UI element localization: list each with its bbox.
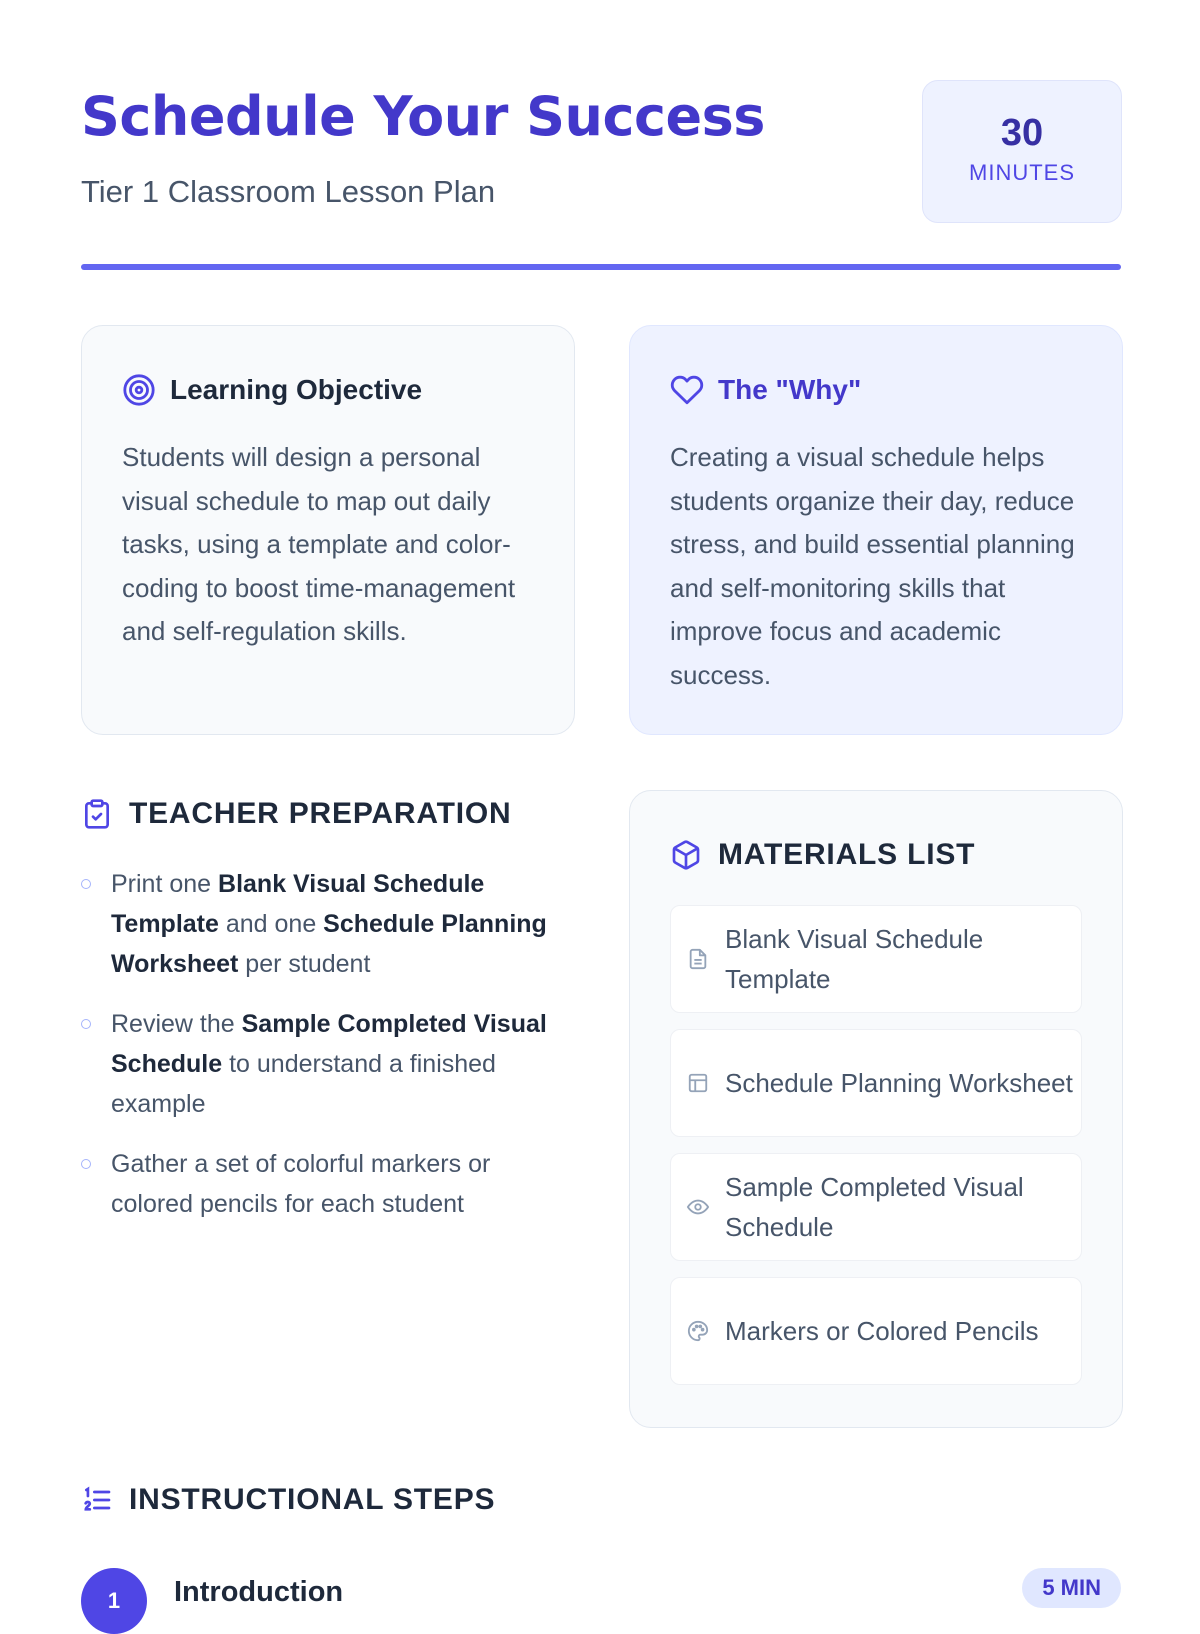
step-title: Introduction: [174, 1576, 344, 1608]
materials-heading: MATERIALS LIST: [718, 838, 976, 871]
preparation-item: [81, 864, 561, 984]
preparation-item-text: and one: [218, 910, 324, 938]
layout-icon: [687, 1072, 709, 1094]
learning-objective-card: [81, 325, 575, 735]
eye-icon: [687, 1196, 709, 1218]
why-heading: The "Why": [718, 374, 862, 405]
preparation-item-text: Print one: [111, 870, 219, 898]
preparation-item-text: Review the: [111, 1010, 242, 1038]
preparation-item-emphasis: Sample Completed Visual Schedule: [111, 1010, 547, 1078]
preparation-item-emphasis: Blank Visual Schedule Template: [111, 870, 485, 938]
bullet-circle-icon: [81, 1019, 91, 1029]
teacher-preparation-heading: TEACHER PREPARATION: [129, 797, 512, 830]
list-ordered-icon: [81, 1484, 113, 1516]
header-divider: [81, 264, 1121, 270]
why-card: [629, 325, 1123, 735]
page-subtitle: Tier 1 Classroom Lesson Plan: [81, 174, 496, 209]
material-label: Schedule Planning Worksheet: [725, 1068, 1073, 1098]
material-item: [670, 905, 1082, 1013]
instructional-steps-header: [81, 1478, 495, 1522]
learning-objective-header: [122, 370, 422, 410]
materials-header: [670, 833, 975, 877]
heart-icon: [670, 373, 704, 407]
clipboard-check-icon: [81, 798, 113, 830]
material-item: [670, 1277, 1082, 1385]
material-label: Sample Completed Visual Schedule: [725, 1172, 1024, 1242]
teacher-preparation-header: [81, 792, 511, 836]
step-duration-badge: 5 MIN: [1022, 1568, 1121, 1608]
lesson-header: [81, 80, 1121, 270]
material-label: Markers or Colored Pencils: [725, 1316, 1039, 1346]
preparation-item: [81, 1004, 561, 1124]
bullet-circle-icon: [81, 1159, 91, 1169]
file-text-icon: [687, 948, 709, 970]
learning-objective-heading: Learning Objective: [170, 374, 423, 405]
preparation-item-text: per student: [238, 950, 371, 978]
duration-value: 30: [1000, 112, 1044, 154]
material-item: [670, 1153, 1082, 1261]
step-number: 1: [81, 1568, 147, 1634]
why-text: Creating a visual schedule helps students organize their day, reduce stress, and build essential planning and self-monitoring skills that improve focus and academic success.: [670, 442, 1075, 690]
duration-unit: MINUTES: [969, 160, 1075, 185]
why-header: [670, 370, 861, 410]
target-icon: [122, 373, 156, 407]
palette-icon: [687, 1320, 709, 1342]
material-label: Blank Visual Schedule Template: [725, 924, 984, 994]
bullet-circle-icon: [81, 879, 91, 889]
preparation-item: [81, 1144, 561, 1224]
material-item: [670, 1029, 1082, 1137]
instructional-steps-heading: INSTRUCTIONAL STEPS: [129, 1483, 496, 1516]
duration-badge: [922, 80, 1122, 223]
page-title: Schedule Your Success: [81, 85, 765, 148]
teacher-preparation-list: [81, 864, 561, 1244]
materials-card: [629, 790, 1123, 1428]
preparation-item-text: Gather a set of colorful markers or colored pencils for each student: [111, 1150, 491, 1218]
step-item: [81, 1568, 1121, 1628]
materials-list: [670, 905, 1082, 1401]
preparation-item-text: to understand a finished example: [111, 1050, 496, 1118]
preparation-item-emphasis: Schedule Planning Worksheet: [111, 910, 547, 978]
learning-objective-text: Students will design a personal visual schedule to map out daily tasks, using a template and color-coding to boost time-management and self-regulation skills.: [122, 442, 516, 646]
box-icon: [670, 839, 702, 871]
